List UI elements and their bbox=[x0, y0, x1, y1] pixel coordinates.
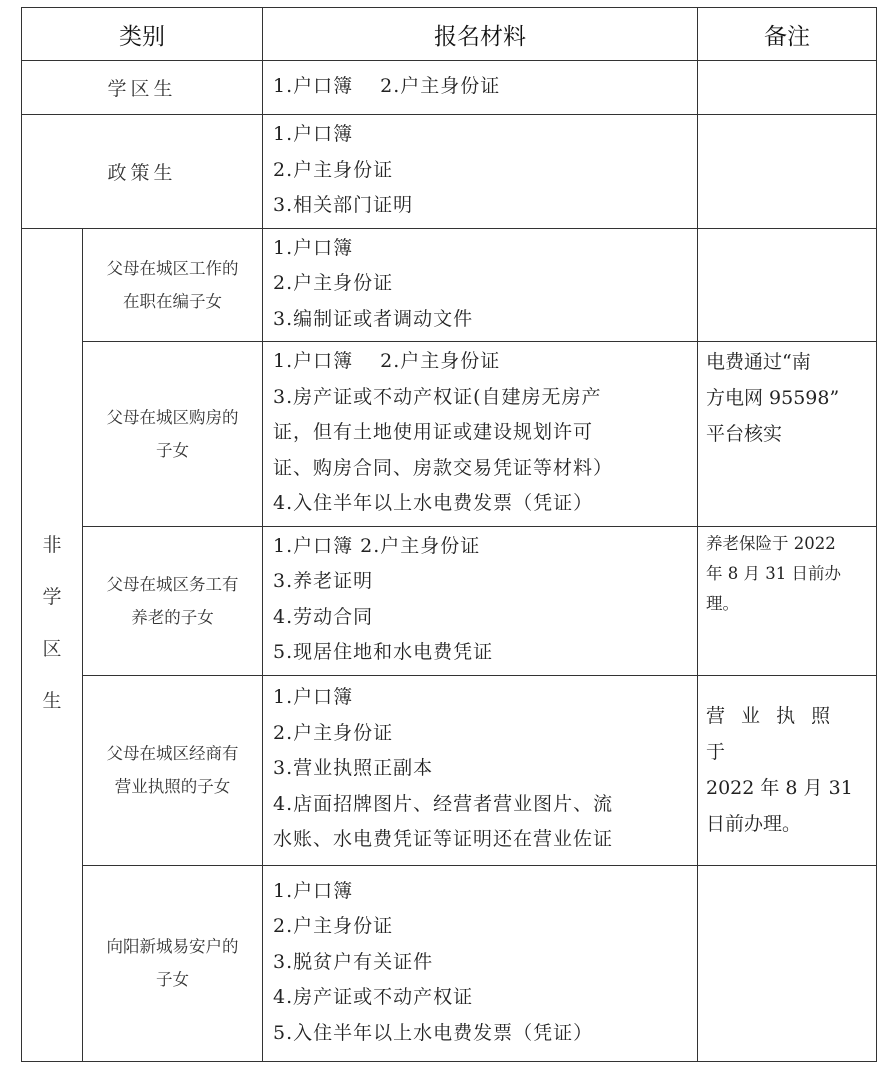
table-row bbox=[22, 342, 877, 527]
material-line: 2.户主身份证 bbox=[273, 915, 394, 937]
material-line: 3.养老证明 bbox=[273, 570, 374, 592]
subcategory-cell: 父母在城区工作的 在职在编子女 bbox=[83, 228, 263, 342]
material-line: 3.编制证或者调动文件 bbox=[273, 307, 474, 330]
subcategory-cell: 父母在城区购房的 子女 bbox=[83, 342, 263, 527]
table-row bbox=[22, 115, 877, 229]
remark-cell bbox=[698, 865, 877, 1061]
material-line: 1.户口簿 2.户主身份证 bbox=[273, 350, 501, 372]
subcategory-cell: 父母在城区经商有 营业执照的子女 bbox=[83, 675, 263, 865]
material-line: 3.房产证或不动产权证(自建房无房产 bbox=[273, 385, 602, 408]
group-label-non-district: 非 学 区 生 bbox=[22, 228, 83, 1061]
remark-cell bbox=[698, 228, 877, 342]
material-line: 证、购房合同、房款交易凭证等材料） bbox=[273, 456, 614, 479]
material-line: 1.户口簿 bbox=[273, 879, 354, 902]
materials-cell bbox=[263, 675, 698, 865]
material-line: 3.脱贫户有关证件 bbox=[273, 950, 434, 973]
material-line: 5.现居住地和水电费凭证 bbox=[273, 641, 494, 663]
material-line: 证，但有土地使用证或建设规划许可 bbox=[273, 421, 594, 443]
remark-cell bbox=[698, 61, 877, 115]
table-row bbox=[22, 675, 877, 865]
header-row bbox=[22, 8, 877, 61]
material-line: 3.营业执照正副本 bbox=[273, 757, 434, 780]
material-line: 1.户口簿 bbox=[273, 686, 354, 709]
material-line: 4.店面招牌图片、经营者营业图片、流 bbox=[273, 792, 614, 815]
header-category: 类别 bbox=[22, 8, 263, 61]
material-line: 水账、水电费凭证等证明还在营业佐证 bbox=[273, 828, 614, 851]
table-row bbox=[22, 865, 877, 1061]
category-cell: 政策生 bbox=[22, 115, 263, 229]
remark-cell bbox=[698, 115, 877, 229]
materials-cell bbox=[263, 865, 698, 1061]
material-line: 1.户口簿 2.户主身份证 bbox=[273, 74, 501, 97]
remark-cell: 养老保险于 2022 年 8 月 31 日前办 理。 bbox=[698, 526, 877, 675]
material-line: 2.户主身份证 bbox=[273, 158, 394, 181]
remark-cell: 营 业 执 照 于 2022 年 8 月 31 日前办理。 bbox=[698, 675, 877, 865]
materials-cell bbox=[263, 342, 698, 527]
material-line: 4.劳动合同 bbox=[273, 605, 374, 628]
materials-cell bbox=[263, 526, 698, 675]
materials-cell bbox=[263, 115, 698, 229]
material-line: 1.户口簿 bbox=[273, 236, 354, 259]
table-row bbox=[22, 61, 877, 115]
table-row bbox=[22, 228, 877, 342]
material-line: 2.户主身份证 bbox=[273, 721, 394, 744]
material-line: 2.户主身份证 bbox=[273, 272, 394, 294]
materials-cell bbox=[263, 61, 698, 115]
subcategory-cell: 父母在城区务工有 养老的子女 bbox=[83, 526, 263, 675]
material-line: 4.房产证或不动产权证 bbox=[273, 986, 474, 1008]
table-row bbox=[22, 526, 877, 675]
material-line: 5.入住半年以上水电费发票（凭证） bbox=[273, 1021, 594, 1044]
header-remarks: 备注 bbox=[698, 8, 877, 61]
material-line: 3.相关部门证明 bbox=[273, 194, 414, 216]
material-line: 1.户口簿 2.户主身份证 bbox=[273, 534, 481, 557]
header-materials: 报名材料 bbox=[263, 8, 698, 61]
enrollment-materials-table bbox=[21, 7, 877, 1062]
material-line: 1.户口簿 bbox=[273, 123, 354, 145]
category-cell: 学区生 bbox=[22, 61, 263, 115]
subcategory-cell: 向阳新城易安户的 子女 bbox=[83, 865, 263, 1061]
remark-cell: 电费通过“南 方电网 95598” 平台核实 bbox=[698, 342, 877, 527]
materials-cell bbox=[263, 228, 698, 342]
material-line: 4.入住半年以上水电费发票（凭证） bbox=[273, 492, 594, 514]
